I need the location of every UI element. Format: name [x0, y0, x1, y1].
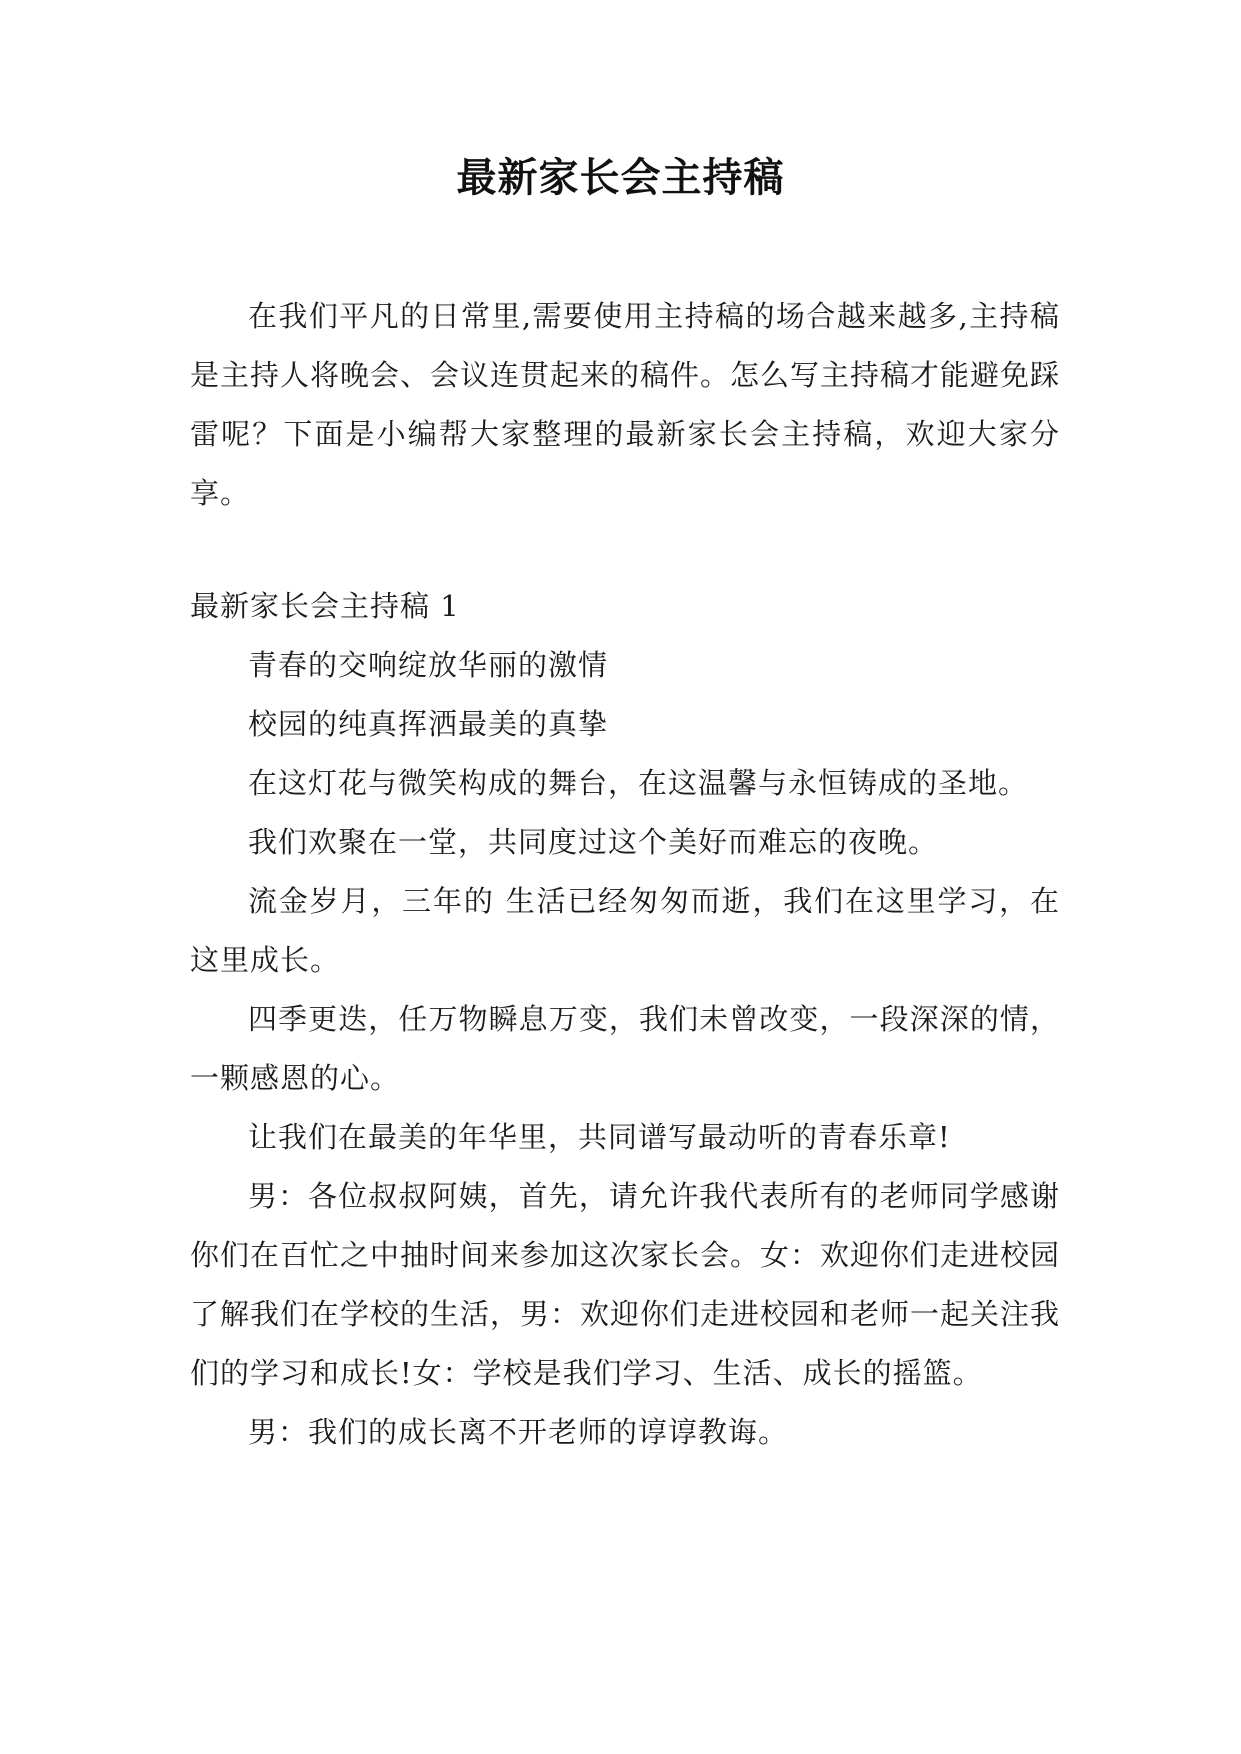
- paragraph: 我们欢聚在一堂，共同度过这个美好而难忘的夜晚。: [248, 825, 939, 859]
- section-heading: 最新家长会主持稿 1: [190, 589, 460, 623]
- paragraph: 校园的纯真挥洒最美的真挚: [248, 707, 609, 741]
- section-1: [190, 577, 1060, 1462]
- paragraph: 青春的交响绽放华丽的激情: [248, 648, 609, 682]
- paragraph: 男：各位叔叔阿姨，首先，请允许我代表所有的老师同学感谢你们在百忙之中抽时间来参加这次家长会。女：欢迎你们走进校园了解我们在学校的生活，男：欢迎你们走进校园和老师一起关注我们的学习和成长!女：学校是我们学习、生活、成长的摇篮。: [190, 1179, 1061, 1390]
- paragraph: 在这灯花与微笑构成的舞台，在这温馨与永恒铸成的圣地。: [248, 766, 1029, 800]
- paragraph: 四季更迭，任万物瞬息万变，我们未曾改变，一段深深的情，一颗感恩的心。: [190, 1002, 1060, 1095]
- paragraph: 流金岁月，三年的 生活已经匆匆而逝，我们在这里学习，在这里成长。: [190, 884, 1060, 977]
- paragraph: 男：我们的成长离不开老师的谆谆教诲。: [248, 1415, 789, 1449]
- paragraph: 让我们在最美的年华里，共同谱写最动听的青春乐章!: [248, 1120, 951, 1154]
- intro-block: [190, 287, 1060, 523]
- document-title: 最新家长会主持稿: [456, 155, 785, 201]
- intro-paragraph: 在我们平凡的日常里,需要使用主持稿的场合越来越多,主持稿是主持人将晚会、会议连贯起来的稿件。怎么写主持稿才能避免踩雷呢？下面是小编帮大家整理的最新家长会主持稿，欢迎大家分享。: [190, 299, 1061, 510]
